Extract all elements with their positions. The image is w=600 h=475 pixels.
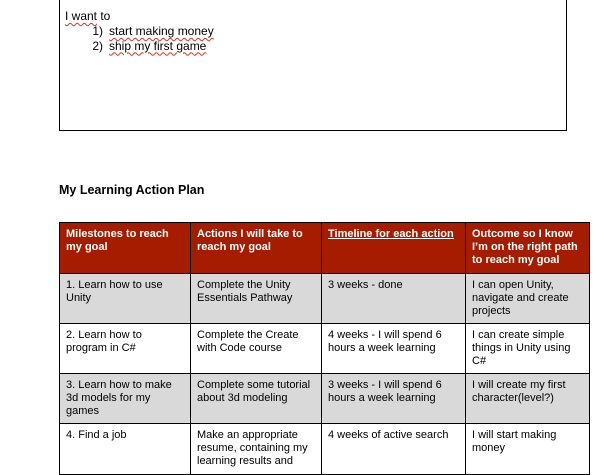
table-row [60,324,590,374]
table-cell[interactable]: 3. Learn how to make 3d models for my games [60,374,191,424]
table-row [60,424,590,475]
header-timeline[interactable] [322,223,466,274]
header-milestones[interactable]: Milestones to reach my goal [60,223,191,274]
goal-list [84,24,214,53]
table-cell[interactable]: 4. Find a job [60,424,191,475]
goal-intro-first-word: I want [65,9,98,23]
table-cell[interactable]: I will start making money [466,424,590,475]
table-cell[interactable]: Complete the Create with Code course [191,324,322,374]
header-actions[interactable]: Actions I will take to reach my goal [191,223,322,274]
table-cell[interactable]: Make an appropriate resume, containing my learning results and [191,424,322,475]
goal-item-2 [84,39,214,54]
table-cell[interactable]: 4 weeks - I will spend 6 hours a week learning [322,324,466,374]
goal-item-1 [84,24,214,39]
table-cell[interactable]: 3 weeks - I will spend 6 hours a week learning [322,374,466,424]
table-cell[interactable]: Complete some tutorial about 3d modeling [191,374,322,424]
goal-item-text: ship my first game [109,38,207,53]
table-cell[interactable]: 4 weeks of active search [322,424,466,475]
table-cell[interactable]: I can open Unity, navigate and create projects [466,274,590,324]
table-cell[interactable]: Complete the Unity Essentials Pathway [191,274,322,324]
table-cell[interactable]: 2. Learn how to program in C# [60,324,191,374]
goal-item-number: 2) [92,38,103,53]
section-heading: My Learning Action Plan [59,183,205,197]
header-timeline-text: Timeline for each action [328,228,454,240]
table-cell[interactable]: 3 weeks - done [322,274,466,324]
header-outcome[interactable]: Outcome so I know I’m on the right path to reach my goal [466,223,590,274]
action-plan-table [59,222,590,475]
table-row [60,274,590,324]
goal-text-box[interactable] [59,0,567,131]
table-cell[interactable]: I will create my first character(level?) [466,374,590,424]
table-header-row [60,223,590,274]
goal-intro-text: I want to [65,9,111,23]
goal-item-number: 1) [92,24,103,38]
table-cell[interactable]: 1. Learn how to use Unity [60,274,191,324]
table-row [60,374,590,424]
goal-item-text: start making money [109,24,214,38]
table-cell[interactable]: I can create simple things in Unity using C# [466,324,590,374]
